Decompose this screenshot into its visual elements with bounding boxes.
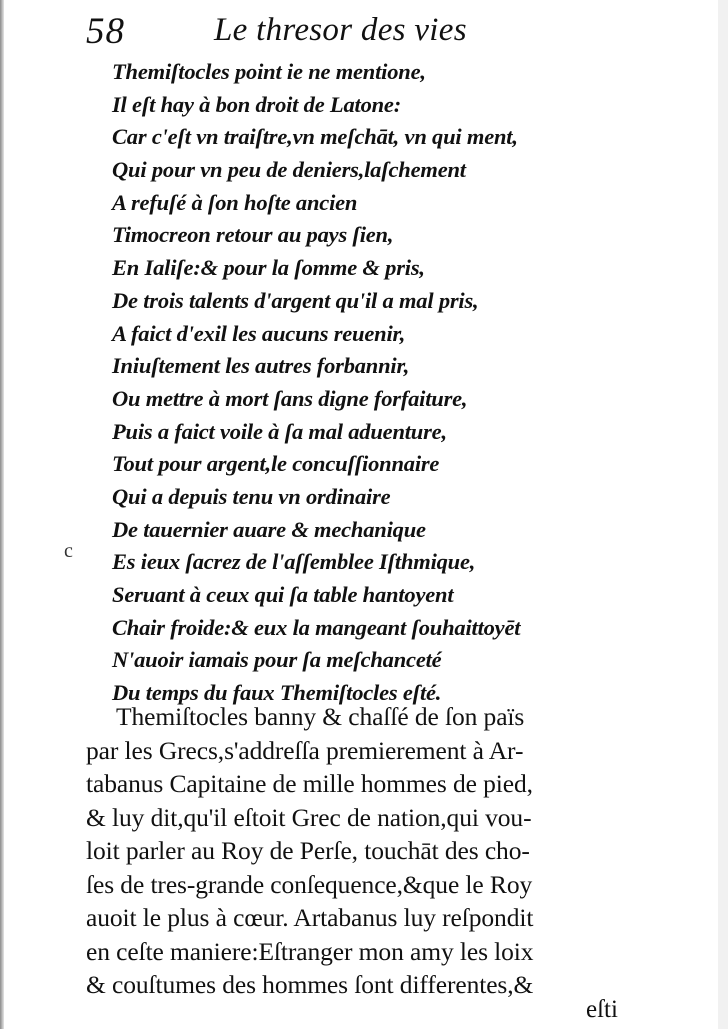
running-title: Le thresor des vies	[214, 12, 467, 48]
prose-line: ſes de tres-grande conſequence,&que le Roy	[86, 869, 533, 899]
prose-block	[86, 700, 646, 1002]
page-gutter-shadow	[0, 0, 4, 1029]
verse-line: Car c'eſt vn traiſtre,vn meſchāt, vn qui ment,	[112, 124, 518, 150]
verse-line: Themiſtocles point ie ne mentione,	[112, 59, 426, 84]
verse-line: N'auoir iamais pour ſa meſchanceté	[112, 647, 442, 673]
verse-line: Puis a faict voile à ſa mal aduenture,	[112, 418, 447, 444]
verse-line: Ou mettre à mort ſans digne forfaiture,	[112, 385, 468, 411]
prose-line: Themiſtocles banny & chaſſé de ſon païs	[116, 702, 525, 731]
verse-line: Il eſt hay à bon droit de Latone:	[112, 91, 402, 117]
prose-line: auoit le plus à cœur. Artabanus luy reſpondit	[86, 903, 534, 932]
verse-line: De tauernier auare & mechanique	[112, 516, 426, 542]
verse-line: Timocreon retour au pays ſien,	[112, 222, 394, 248]
prose-line: & couſtumes des hommes ſont differentes,&	[86, 970, 534, 999]
verse-line: Tout pour argent,le concuſſionnaire	[112, 451, 440, 477]
catchword: eſti	[586, 996, 618, 1023]
margin-mark: c	[64, 540, 73, 562]
page-number: 58	[86, 11, 125, 52]
verse-block	[112, 56, 652, 710]
prose-line: en ceſte maniere:Eſtranger mon amy les loix	[86, 936, 534, 966]
verse-line: A refuſé à ſon hoſte ancien	[112, 189, 358, 215]
verse-line: De trois talents d'argent qu'il a mal pris,	[112, 287, 479, 313]
verse-line: Du temps du faux Themiſtocles eſté.	[112, 680, 442, 706]
prose-line: loit parler au Roy de Perſe, touchāt des cho-	[86, 836, 530, 865]
prose-line: & luy dit,qu'il eſtoit Grec de nation,qui vou-	[86, 802, 532, 832]
verse-line: Chair froide:& eux la mangeant ſouhaittoyēt	[112, 614, 521, 640]
verse-line: Qui a depuis tenu vn ordinaire	[112, 483, 391, 509]
verse-line: Iniuſtement les autres forbannir,	[112, 353, 410, 379]
verse-line: Es ieux ſacrez de l'aſſemblee Iſthmique,	[112, 549, 476, 575]
verse-line: A faict d'exil les aucuns reuenir,	[112, 320, 406, 346]
verse-line: En Ialiſe:& pour la ſomme & pris,	[112, 255, 425, 281]
verse-line: Qui pour vn peu de deniers,laſchement	[112, 157, 466, 183]
prose-line: par les Grecs,s'addreſſa premierement à Ar-	[86, 735, 524, 765]
page-right-margin	[718, 0, 728, 1029]
verse-line: Seruant à ceux qui ſa table hantoyent	[112, 582, 454, 607]
prose-line: tabanus Capitaine de mille hommes de pied,	[86, 769, 533, 798]
